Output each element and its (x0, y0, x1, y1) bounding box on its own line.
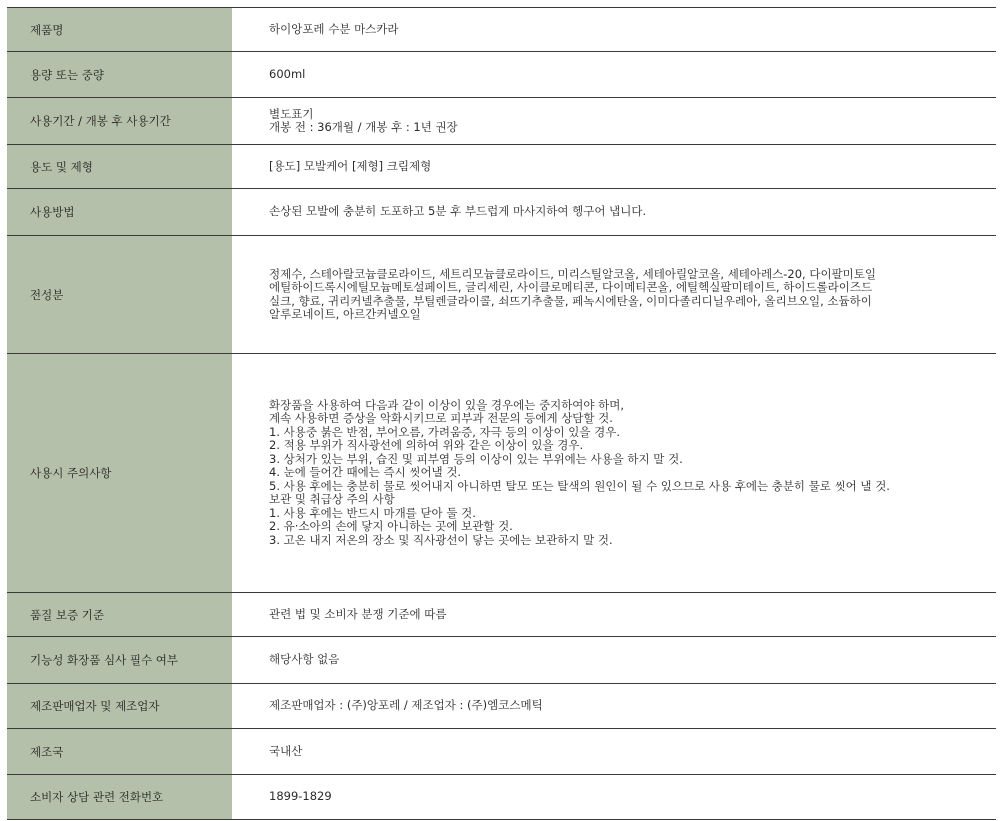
row-label-purpose-type: 용도 및 제형 (7, 145, 232, 189)
value-line: 별도표기 (269, 106, 314, 121)
value-line: 정제수, 스테아랄코늄클로라이드, 세트리모늄클로라이드, 미리스틸알코올, 세테아릴알코올, 세테아레스-20, 다이팔미토일 (269, 266, 876, 281)
row-label-precautions: 사용시 주의사항 (7, 354, 232, 593)
row-value-quality-standard (232, 593, 996, 637)
row-value-country (232, 729, 996, 775)
table-row (7, 775, 996, 820)
row-label-quality-standard: 품질 보증 기준 (7, 593, 232, 637)
row-value-purpose-type (232, 145, 996, 189)
value-line: 제조판매업자 : (주)앙포레 / 제조업자 : (주)엠코스메틱 (269, 698, 543, 713)
value-line: 에틸하이드록시에틸모늄메토설페이트, 글리세린, 사이클로메티콘, 다이메티콘올, 에틸헥실팔미테이트, 하이드롤라이즈드 (269, 280, 873, 294)
row-label-usage-period: 사용기간 / 개봉 후 사용기간 (7, 98, 232, 145)
row-label-how-to-use: 사용방법 (7, 189, 232, 236)
row-value-product-name (232, 8, 996, 52)
table-row (7, 8, 996, 52)
row-label-manufacturer: 제조판매업자 및 제조업자 (7, 684, 232, 729)
row-value-functional-review (232, 637, 996, 684)
value-line: 2. 적용 부위가 직사광선에 의하여 위와 같은 이상이 있을 경우. (269, 438, 584, 453)
value-line: 1. 사용 후에는 반드시 마개를 닫아 둘 것. (269, 505, 476, 520)
value-line: 하이앙포레 수분 마스카라 (269, 21, 399, 36)
table-row (7, 729, 996, 775)
row-label-country: 제조국 (7, 729, 232, 775)
table-row (7, 593, 996, 637)
value-line: 3. 고온 내지 저온의 장소 및 직사광선이 닿는 곳에는 보관하지 말 것. (269, 532, 613, 547)
table-row (7, 189, 996, 236)
row-value-phone (232, 775, 996, 820)
product-spec-table (7, 7, 996, 820)
row-value-capacity (232, 52, 996, 98)
row-label-product-name: 제품명 (7, 8, 232, 52)
row-value-usage-period (232, 98, 996, 145)
table-row (7, 236, 996, 354)
value-line: 1. 사용중 붉은 반점, 부어오름, 가려움증, 자극 등의 이상이 있을 경우. (269, 424, 620, 439)
row-label-capacity: 용량 또는 중량 (7, 52, 232, 98)
value-line: 5. 사용 후에는 충분히 물로 씻어내지 아니하면 탈모 또는 탈색의 원인이 될 수 있으므로 사용 후에는 충분히 물로 씻어 낼 것. (269, 478, 890, 493)
value-line: 600ml (269, 66, 306, 81)
value-line: 손상된 모발에 충분히 도포하고 5분 후 부드럽게 마사지하여 헹구어 냅니다. (269, 204, 647, 219)
value-line: 1899-1829 (269, 789, 332, 804)
row-label-functional-review: 기능성 화장품 심사 필수 여부 (7, 637, 232, 684)
row-value-precautions (232, 354, 996, 593)
value-line: 4. 눈에 들어간 때에는 즉시 씻어낼 것. (269, 465, 462, 480)
table-row (7, 145, 996, 189)
value-line: 보관 및 취급상 주의 사항 (269, 492, 395, 507)
value-line: 관련 법 및 소비자 분쟁 기준에 따름 (269, 606, 447, 621)
value-line: 실크, 향료, 귀리커넬추출물, 부틸렌글라이콜, 쇠뜨기추출물, 페녹시에탄올, 이미다졸리디닐우레아, 올리브오일, 소듐하이 (269, 293, 872, 308)
row-value-how-to-use (232, 189, 996, 236)
value-line: 2. 유·소아의 손에 닿지 아니하는 곳에 보관할 것. (269, 519, 513, 534)
value-line: 개봉 전 : 36개월 / 개봉 후 : 1년 권장 (269, 120, 458, 134)
value-line: 계속 사용하면 증상을 악화시키므로 피부과 전문의 등에게 상담할 것. (269, 411, 613, 426)
row-label-ingredients: 전성분 (7, 236, 232, 354)
row-label-phone: 소비자 상담 관련 전화번호 (7, 775, 232, 820)
row-value-manufacturer (232, 684, 996, 729)
table-row (7, 354, 996, 593)
value-line: 알루로네이트, 아르간커넬오일 (269, 307, 421, 321)
value-line: 3. 상처가 있는 부위, 습진 및 피부염 등의 이상이 있는 부위에는 사용을 하지 말 것. (269, 451, 683, 466)
value-line: [용도] 모발케어 [제형] 크림제형 (269, 158, 432, 173)
value-line: 해당사항 없음 (269, 652, 340, 667)
table-row (7, 52, 996, 98)
value-line: 화장품을 사용하여 다음과 같이 이상이 있을 경우에는 중지하여야 하며, (269, 397, 625, 412)
row-value-ingredients (232, 236, 996, 354)
table-row (7, 684, 996, 729)
value-line: 국내산 (269, 743, 303, 758)
table-row (7, 637, 996, 684)
table-row (7, 98, 996, 145)
